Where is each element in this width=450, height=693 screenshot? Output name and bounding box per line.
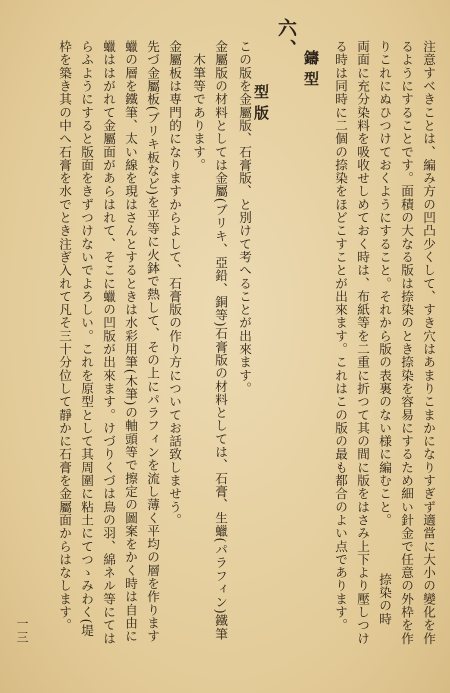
text-column: 蠟ははがれて金屬面があらはれて、そこに蠟の凹版が出來ます。けづりくづは鳥の羽、綿ネル等にては — [101, 40, 116, 645]
text-column: るようにすることです。面積の大なる版は捺染のとき捺染を容易にするため細い針金で任意の外枠を作 — [399, 40, 414, 645]
text-column: 金屬版の材料としては金屬(ブリキ、亞鉛、銅等)石膏版の材料としては、石膏、生蠟(パラフィン)鐵筆 — [213, 40, 228, 641]
text-column: 木筆等であります。 — [191, 40, 206, 172]
text-column: この版を金屬版、石膏版、と別けて考へることが出來ます。 — [237, 40, 252, 396]
section-subtitle: 型版 — [252, 84, 270, 126]
section-number-heading: 六、 — [275, 18, 297, 60]
text-column: る時は同時に二個の捺染をほどこすことが出來ます。これはこの版の最も都合のよい点であります。 — [333, 40, 348, 632]
text-column: 先づ金屬板(ブリキ板など)を平等に火鉢で熱して、その上にパラフィンを流し薄く平均の層を作ります — [145, 40, 160, 643]
text-column: 両面に充分染料を吸收せしめておく時は、布紙等を二重に折つて其の間に版をはさみ上下より壓しつけ — [355, 40, 370, 645]
text-column: 金屬板は専門的になりますからよして、石膏版の作り方についてお話致しませう。 — [167, 40, 182, 527]
page-number: 一三 — [15, 617, 29, 645]
text-column: 枠を築き其の中へ石膏を水でとき注ぎ入れて凡そ三十分位して靜かに石膏を金屬面からはなします。 — [57, 40, 72, 632]
text-column: 注意すべきことは、編み方の凹凸少くして、すき穴はあまりこまかになりすぎず適當に大小の變化を作 — [421, 40, 436, 645]
text-column: 蠟の層を鐵筆、太い線を現はさんとするときは水彩用筆(木筆)の軸頭等で擦定の圖案をかく時は自由に — [123, 40, 138, 643]
section-title: 鑄型 — [302, 50, 320, 92]
text-column: りこれにぬひつけておくようにすること。それから版の表裏のない様に編むこと。 捺染の時 — [377, 40, 392, 626]
text-column: らふようにすると版面をきずつけないでよろしい。これを原型として其周圍に粘土にてつゝみわく(堤 — [79, 40, 94, 638]
